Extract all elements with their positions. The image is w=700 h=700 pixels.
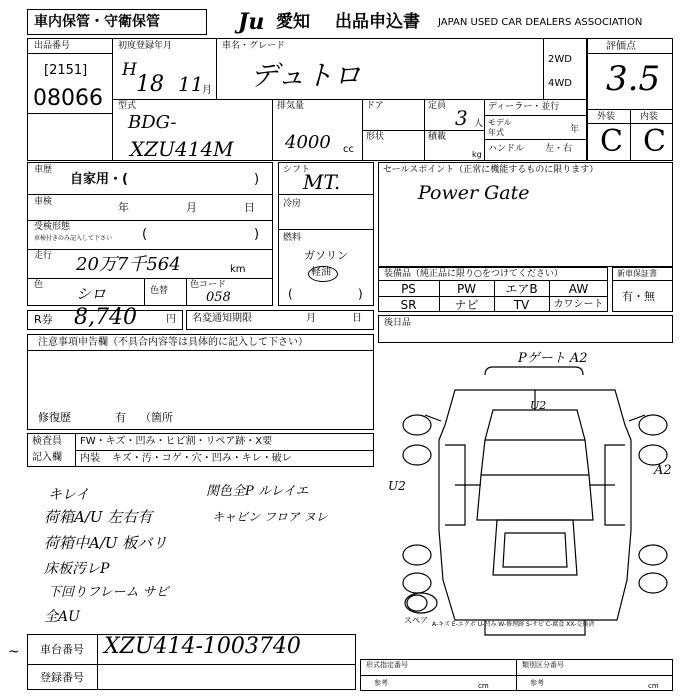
sales-point-value: Power Gate bbox=[418, 182, 530, 204]
designation-ref-2: 参考 bbox=[530, 679, 544, 687]
equip-tv: TV bbox=[513, 298, 530, 312]
handle-options: 左・右 bbox=[545, 144, 573, 154]
mileage-unit: km bbox=[230, 264, 246, 275]
inspector-label-1: 検査員 bbox=[32, 436, 62, 447]
designation-label-1: 形式指定番号 bbox=[366, 661, 408, 669]
spare-label: スペア bbox=[404, 616, 428, 625]
load-label: 積載 bbox=[428, 132, 447, 142]
equip-leather: カワシート bbox=[553, 299, 604, 310]
diagram-annotation-right: A2 bbox=[654, 463, 672, 478]
color-code-label: 色コード bbox=[190, 280, 227, 290]
equip-airbag: エアB bbox=[505, 282, 538, 296]
recycle-value: 8,740 bbox=[74, 305, 137, 330]
cooling-label: 冷房 bbox=[283, 199, 302, 209]
handle-label: ハンドル bbox=[488, 144, 525, 154]
rating-score: 3.5 bbox=[606, 59, 661, 99]
title-change-day: 日 bbox=[352, 313, 362, 324]
inspection-month-unit: 月 bbox=[186, 201, 197, 214]
shape-label: 形状 bbox=[366, 132, 385, 142]
model-year-label-2: 年式 bbox=[488, 128, 504, 137]
inspection-day-unit: 日 bbox=[244, 201, 255, 214]
margin-mark: ~ bbox=[8, 644, 20, 660]
listing-code: [2151] bbox=[44, 63, 88, 78]
interior-grade: C bbox=[643, 124, 666, 159]
after-date-box bbox=[378, 315, 673, 343]
designation-cm-1: cm bbox=[478, 682, 489, 690]
mileage-label: 走行 bbox=[34, 251, 53, 261]
history-value: 自家用・( bbox=[70, 172, 128, 187]
inspector-note: 荷箱中A/U 板バリ bbox=[44, 534, 168, 552]
capacity-value: 3 bbox=[455, 106, 468, 130]
designation-cm-2: cm bbox=[648, 682, 659, 690]
inspector-label-2: 記入欄 bbox=[32, 452, 62, 463]
designation-label-2: 類別区分番号 bbox=[522, 661, 564, 669]
drive-4wd: 4WD bbox=[548, 78, 572, 89]
inspector-row-2: キズ・汚・コゲ・穴・凹み・キレ・破レ bbox=[112, 453, 292, 464]
drive-2wd: 2WD bbox=[548, 54, 572, 65]
receipt-label: 受検形態 bbox=[34, 222, 71, 232]
diagram-annotation-left: U2 bbox=[388, 479, 406, 493]
dealer-label: ディーラー・並行 bbox=[488, 102, 560, 112]
inspector-row-2-prefix: 内装 bbox=[80, 453, 100, 464]
inspector-row-1: FW・キズ・凹み・ヒビ割・リペア跡・X要 bbox=[80, 436, 273, 447]
diagram-annotation-top: Pゲート A2 bbox=[518, 351, 588, 366]
inspector-note: キャビン フロア ヌレ bbox=[212, 510, 328, 524]
chassis-value: XZU414-1003740 bbox=[104, 634, 301, 659]
inspector-note: キレイ bbox=[48, 487, 90, 503]
form-title: 出品申込書 bbox=[335, 12, 420, 32]
car-name-label: 車名・グレード bbox=[222, 41, 286, 51]
ju-logo: Ju bbox=[238, 9, 265, 35]
model-year-label-1: モデル bbox=[488, 118, 512, 127]
registration-year: 18 bbox=[136, 72, 164, 97]
designation-ref-1: 参考 bbox=[374, 679, 388, 687]
notes-label: 注意事項申告欄（不具合内容等は具体的に記入して下さい） bbox=[38, 337, 308, 348]
capacity-label: 定員 bbox=[428, 101, 447, 111]
mileage-value: 20万7千564 bbox=[76, 254, 181, 275]
color-change-label: 色替 bbox=[150, 286, 169, 296]
details-box bbox=[27, 162, 273, 306]
equipment-label: 装備品（純正品に限り○をつけてください） bbox=[384, 269, 563, 279]
receipt-open: ( bbox=[142, 227, 148, 242]
inspector-note: 全AU bbox=[44, 609, 80, 625]
fuel-label: 燃料 bbox=[283, 233, 302, 243]
interior-label: 内装 bbox=[640, 112, 659, 122]
color-value: シロ bbox=[76, 285, 107, 303]
fuel-close: ) bbox=[358, 287, 363, 301]
title-change-month: 月 bbox=[306, 313, 316, 324]
capacity-unit: 人 bbox=[474, 119, 484, 129]
displacement-value: 4000 bbox=[285, 132, 331, 153]
equip-navi: ナビ bbox=[454, 298, 479, 312]
history-close: ) bbox=[254, 172, 260, 187]
load-unit: kg bbox=[472, 150, 482, 159]
listing-number-label: 出品番号 bbox=[34, 41, 71, 51]
registration-month: 11 bbox=[178, 72, 204, 96]
notes-box bbox=[27, 334, 374, 430]
receipt-close: ) bbox=[254, 227, 260, 242]
recycle-label: R券 bbox=[34, 313, 53, 326]
model-label: 型式 bbox=[118, 101, 137, 111]
registration-month-unit: 月 bbox=[202, 85, 212, 96]
inspection-year-unit: 年 bbox=[118, 201, 129, 214]
doors-label: ドア bbox=[366, 101, 384, 111]
diagram-annotation-roof: U2 bbox=[530, 399, 547, 412]
after-date-label: 後日品 bbox=[384, 318, 412, 328]
shift-value: MT. bbox=[303, 170, 341, 194]
damage-legend: A-キズ E-エクボ U-凹み W-修理跡 S-サビ C-腐食 XX-交換済 bbox=[432, 621, 595, 628]
fuel-diesel: 軽油 bbox=[311, 267, 331, 278]
exterior-label: 外装 bbox=[597, 112, 616, 122]
history-label: 車歴 bbox=[34, 165, 53, 175]
inspector-note: 床板汚レP bbox=[44, 561, 110, 577]
registration-era: H bbox=[122, 60, 137, 80]
equip-pw: PW bbox=[456, 282, 477, 296]
displacement-unit: cc bbox=[343, 144, 354, 155]
listing-number: 08066 bbox=[33, 86, 103, 111]
logo-city: 愛知 bbox=[276, 12, 310, 32]
inspection-label: 車検 bbox=[34, 197, 53, 207]
chassis-label: 車台番号 bbox=[40, 643, 84, 656]
displacement-label: 排気量 bbox=[277, 101, 305, 111]
car-name-value: デュトロ bbox=[250, 59, 362, 92]
receipt-note: 車検付きのみ記入して下さい bbox=[34, 235, 113, 242]
plate-label: 登録番号 bbox=[40, 671, 84, 684]
shift-label: シフト bbox=[283, 165, 311, 175]
equip-aw: AW bbox=[568, 282, 589, 296]
model-prefix: BDG- bbox=[128, 112, 177, 133]
model-code: XZU414M bbox=[130, 137, 234, 161]
warranty-options: 有・無 bbox=[622, 290, 655, 303]
model-year-unit: 年 bbox=[570, 125, 580, 135]
inspector-note: 荷箱A/U 左右有 bbox=[44, 508, 153, 526]
title-change-label: 名変通知期限 bbox=[192, 313, 252, 324]
equip-sr: SR bbox=[400, 298, 417, 312]
exterior-grade: C bbox=[600, 124, 623, 159]
repair-label: 修復歴 bbox=[38, 411, 71, 424]
sales-point-box bbox=[378, 162, 673, 267]
repair-value: 有 bbox=[115, 411, 126, 424]
equip-ps: PS bbox=[401, 282, 416, 296]
inspector-note: 関色全P ルレイエ bbox=[206, 484, 309, 499]
association-name: JAPAN USED CAR DEALERS ASSOCIATION bbox=[438, 17, 643, 28]
rating-label: 評価点 bbox=[606, 41, 636, 52]
inspector-note: 下回りフレーム サビ bbox=[48, 585, 169, 600]
vehicle-damage-diagram bbox=[395, 345, 680, 665]
warranty-label: 新車保証書 bbox=[617, 269, 657, 278]
recycle-unit: 円 bbox=[166, 314, 176, 325]
fuel-value: ガソリン bbox=[304, 249, 348, 262]
sales-point-label: セールスポイント（正常に機能するものに限ります） bbox=[383, 165, 599, 175]
registration-label: 初度登録年月 bbox=[118, 41, 173, 51]
storage-label: 車内保管・守衛保管 bbox=[34, 14, 160, 30]
color-code-value: 058 bbox=[206, 290, 231, 305]
fuel-open: ( bbox=[288, 287, 293, 301]
repair-suffix: （箇所 bbox=[140, 411, 173, 424]
color-label: 色 bbox=[34, 280, 44, 290]
